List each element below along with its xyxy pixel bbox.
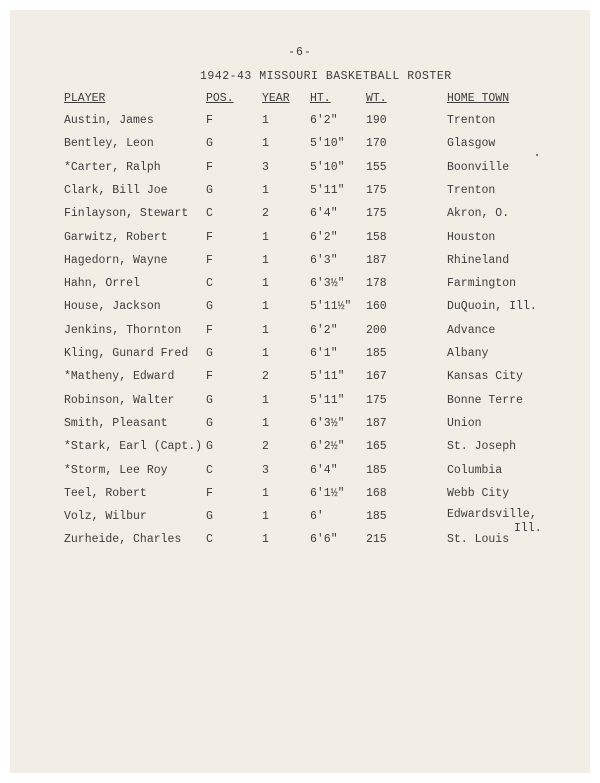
player-name: Hahn, Orrel (64, 277, 140, 291)
player-home-town: Glasgow (447, 137, 496, 151)
player-year: 2 (262, 370, 269, 384)
player-weight: 155 (366, 160, 387, 174)
player-position: F (206, 253, 213, 267)
player-name: Smith, Pleasant (64, 416, 168, 430)
player-height: 6'1½" (310, 486, 345, 500)
player-name: *Stark, Earl (Capt.) (64, 440, 203, 454)
player-position: F (206, 230, 213, 244)
player-home-town-continued: Ill. (514, 522, 542, 536)
player-weight: 175 (366, 207, 387, 221)
player-home-town: Houston (447, 230, 496, 244)
player-height: 6'3½" (310, 277, 345, 291)
table-row (10, 347, 590, 365)
table-row (10, 440, 590, 458)
player-position: G (206, 416, 213, 430)
player-weight: 185 (366, 347, 387, 360)
player-weight: 158 (366, 230, 387, 244)
player-home-town: St. Louis (447, 533, 510, 547)
player-home-town: Bonne Terre (447, 393, 523, 407)
table-row (10, 487, 590, 505)
player-height: 5'11" (310, 393, 345, 407)
player-year: 1 (262, 323, 269, 337)
player-year: 1 (262, 253, 269, 267)
player-position: C (206, 277, 213, 291)
player-height: 6'4" (310, 463, 338, 477)
player-height: 5'11½" (310, 300, 352, 314)
player-weight: 185 (366, 463, 387, 477)
player-year: 1 (262, 486, 269, 500)
player-home-town: Advance (447, 323, 496, 337)
player-position: G (206, 510, 213, 524)
player-name: Zurheide, Charles (64, 533, 182, 547)
player-name: Clark, Bill Joe (64, 183, 168, 197)
player-height: 6'3" (310, 253, 338, 267)
player-position: G (206, 137, 213, 151)
player-height: 6' (310, 510, 324, 524)
player-home-town: Akron, O. (447, 207, 510, 221)
player-year: 1 (262, 510, 269, 524)
player-weight: 190 (366, 114, 387, 127)
player-weight: 167 (366, 370, 387, 384)
player-position: F (206, 370, 213, 384)
player-name: *Matheny, Edward (64, 370, 175, 384)
player-home-town: Edwardsville, (447, 508, 537, 522)
header-player: PLAYER (64, 92, 106, 105)
player-home-town: Trenton (447, 114, 496, 127)
player-weight: 175 (366, 183, 387, 197)
player-home-town: St. Joseph (447, 440, 517, 454)
player-weight: 170 (366, 137, 387, 151)
player-weight: 215 (366, 533, 387, 547)
roster-title: 1942-43 MISSOURI BASKETBALL ROSTER (200, 70, 452, 83)
player-name: Robinson, Walter (64, 393, 175, 407)
player-position: G (206, 347, 213, 360)
player-weight: 178 (366, 277, 387, 291)
player-height: 6'4" (310, 207, 338, 221)
player-year: 3 (262, 463, 269, 477)
player-home-town: Kansas City (447, 370, 523, 384)
player-height: 5'11" (310, 183, 345, 197)
player-position: F (206, 160, 213, 174)
player-weight: 185 (366, 510, 387, 524)
player-home-town: Albany (447, 347, 489, 360)
table-row (10, 114, 590, 132)
table-row (10, 417, 590, 435)
player-year: 2 (262, 440, 269, 454)
player-height: 6'2½" (310, 440, 345, 454)
player-position: G (206, 183, 213, 197)
player-home-town: Union (447, 416, 482, 430)
table-row (10, 324, 590, 342)
player-position: C (206, 533, 213, 547)
player-year: 1 (262, 114, 269, 127)
player-year: 1 (262, 183, 269, 197)
player-year: 1 (262, 393, 269, 407)
page-number: -6- (288, 46, 312, 59)
header-ht: HT. (310, 92, 331, 105)
player-height: 6'1" (310, 347, 338, 360)
player-name: Jenkins, Thornton (64, 323, 182, 337)
table-row (10, 300, 590, 318)
header-home-town: HOME TOWN (447, 92, 510, 105)
player-year: 1 (262, 230, 269, 244)
table-row (10, 137, 590, 155)
player-position: C (206, 463, 213, 477)
player-name: Hagedorn, Wayne (64, 253, 168, 267)
player-name: House, Jackson (64, 300, 161, 314)
player-year: 1 (262, 300, 269, 314)
table-row (10, 370, 590, 388)
player-name: Garwitz, Robert (64, 230, 168, 244)
player-name: *Storm, Lee Roy (64, 463, 168, 477)
player-year: 1 (262, 533, 269, 547)
player-name: Teel, Robert (64, 486, 147, 500)
player-year: 1 (262, 416, 269, 430)
table-row (10, 207, 590, 225)
table-row (10, 508, 590, 536)
player-position: G (206, 393, 213, 407)
player-year: 1 (262, 277, 269, 291)
table-row (10, 161, 590, 179)
header-year: YEAR (262, 92, 290, 105)
player-weight: 187 (366, 253, 387, 267)
player-position: F (206, 323, 213, 337)
player-height: 6'2" (310, 323, 338, 337)
player-home-town: Farmington (447, 277, 517, 291)
player-year: 2 (262, 207, 269, 221)
roster-page (10, 10, 590, 773)
player-weight: 200 (366, 323, 387, 337)
player-height: 6'2" (310, 114, 338, 127)
player-home-town: Boonville (447, 160, 510, 174)
player-position: F (206, 114, 213, 127)
player-home-town: Trenton (447, 183, 496, 197)
player-name: *Carter, Ralph (64, 160, 161, 174)
player-home-town: Columbia (447, 463, 503, 477)
player-home-town: Webb City (447, 486, 510, 500)
table-row (10, 533, 590, 551)
player-year: 1 (262, 347, 269, 360)
player-year: 3 (262, 160, 269, 174)
player-weight: 160 (366, 300, 387, 314)
player-home-town: Rhineland (447, 253, 510, 267)
player-weight: 175 (366, 393, 387, 407)
player-height: 6'3½" (310, 416, 345, 430)
table-row (10, 394, 590, 412)
header-wt: WT. (366, 92, 387, 105)
player-home-town: DuQuoin, Ill. (447, 300, 537, 314)
table-row (10, 231, 590, 249)
player-position: F (206, 486, 213, 500)
player-height: 5'11" (310, 370, 345, 384)
player-position: G (206, 440, 213, 454)
player-height: 6'2" (310, 230, 338, 244)
player-position: C (206, 207, 213, 221)
stray-ink-dot (536, 154, 538, 156)
player-height: 5'10" (310, 160, 345, 174)
player-weight: 165 (366, 440, 387, 454)
player-position: G (206, 300, 213, 314)
table-row (10, 254, 590, 272)
player-weight: 187 (366, 416, 387, 430)
player-name: Volz, Wilbur (64, 510, 147, 524)
player-height: 6'6" (310, 533, 338, 547)
player-year: 1 (262, 137, 269, 151)
player-name: Austin, James (64, 114, 154, 127)
player-height: 5'10" (310, 137, 345, 151)
header-pos: POS. (206, 92, 234, 105)
table-row (10, 184, 590, 202)
player-name: Bentley, Leon (64, 137, 154, 151)
player-weight: 168 (366, 486, 387, 500)
table-row (10, 464, 590, 482)
table-row (10, 277, 590, 295)
player-name: Finlayson, Stewart (64, 207, 189, 221)
player-name: Kling, Gunard Fred (64, 347, 189, 360)
